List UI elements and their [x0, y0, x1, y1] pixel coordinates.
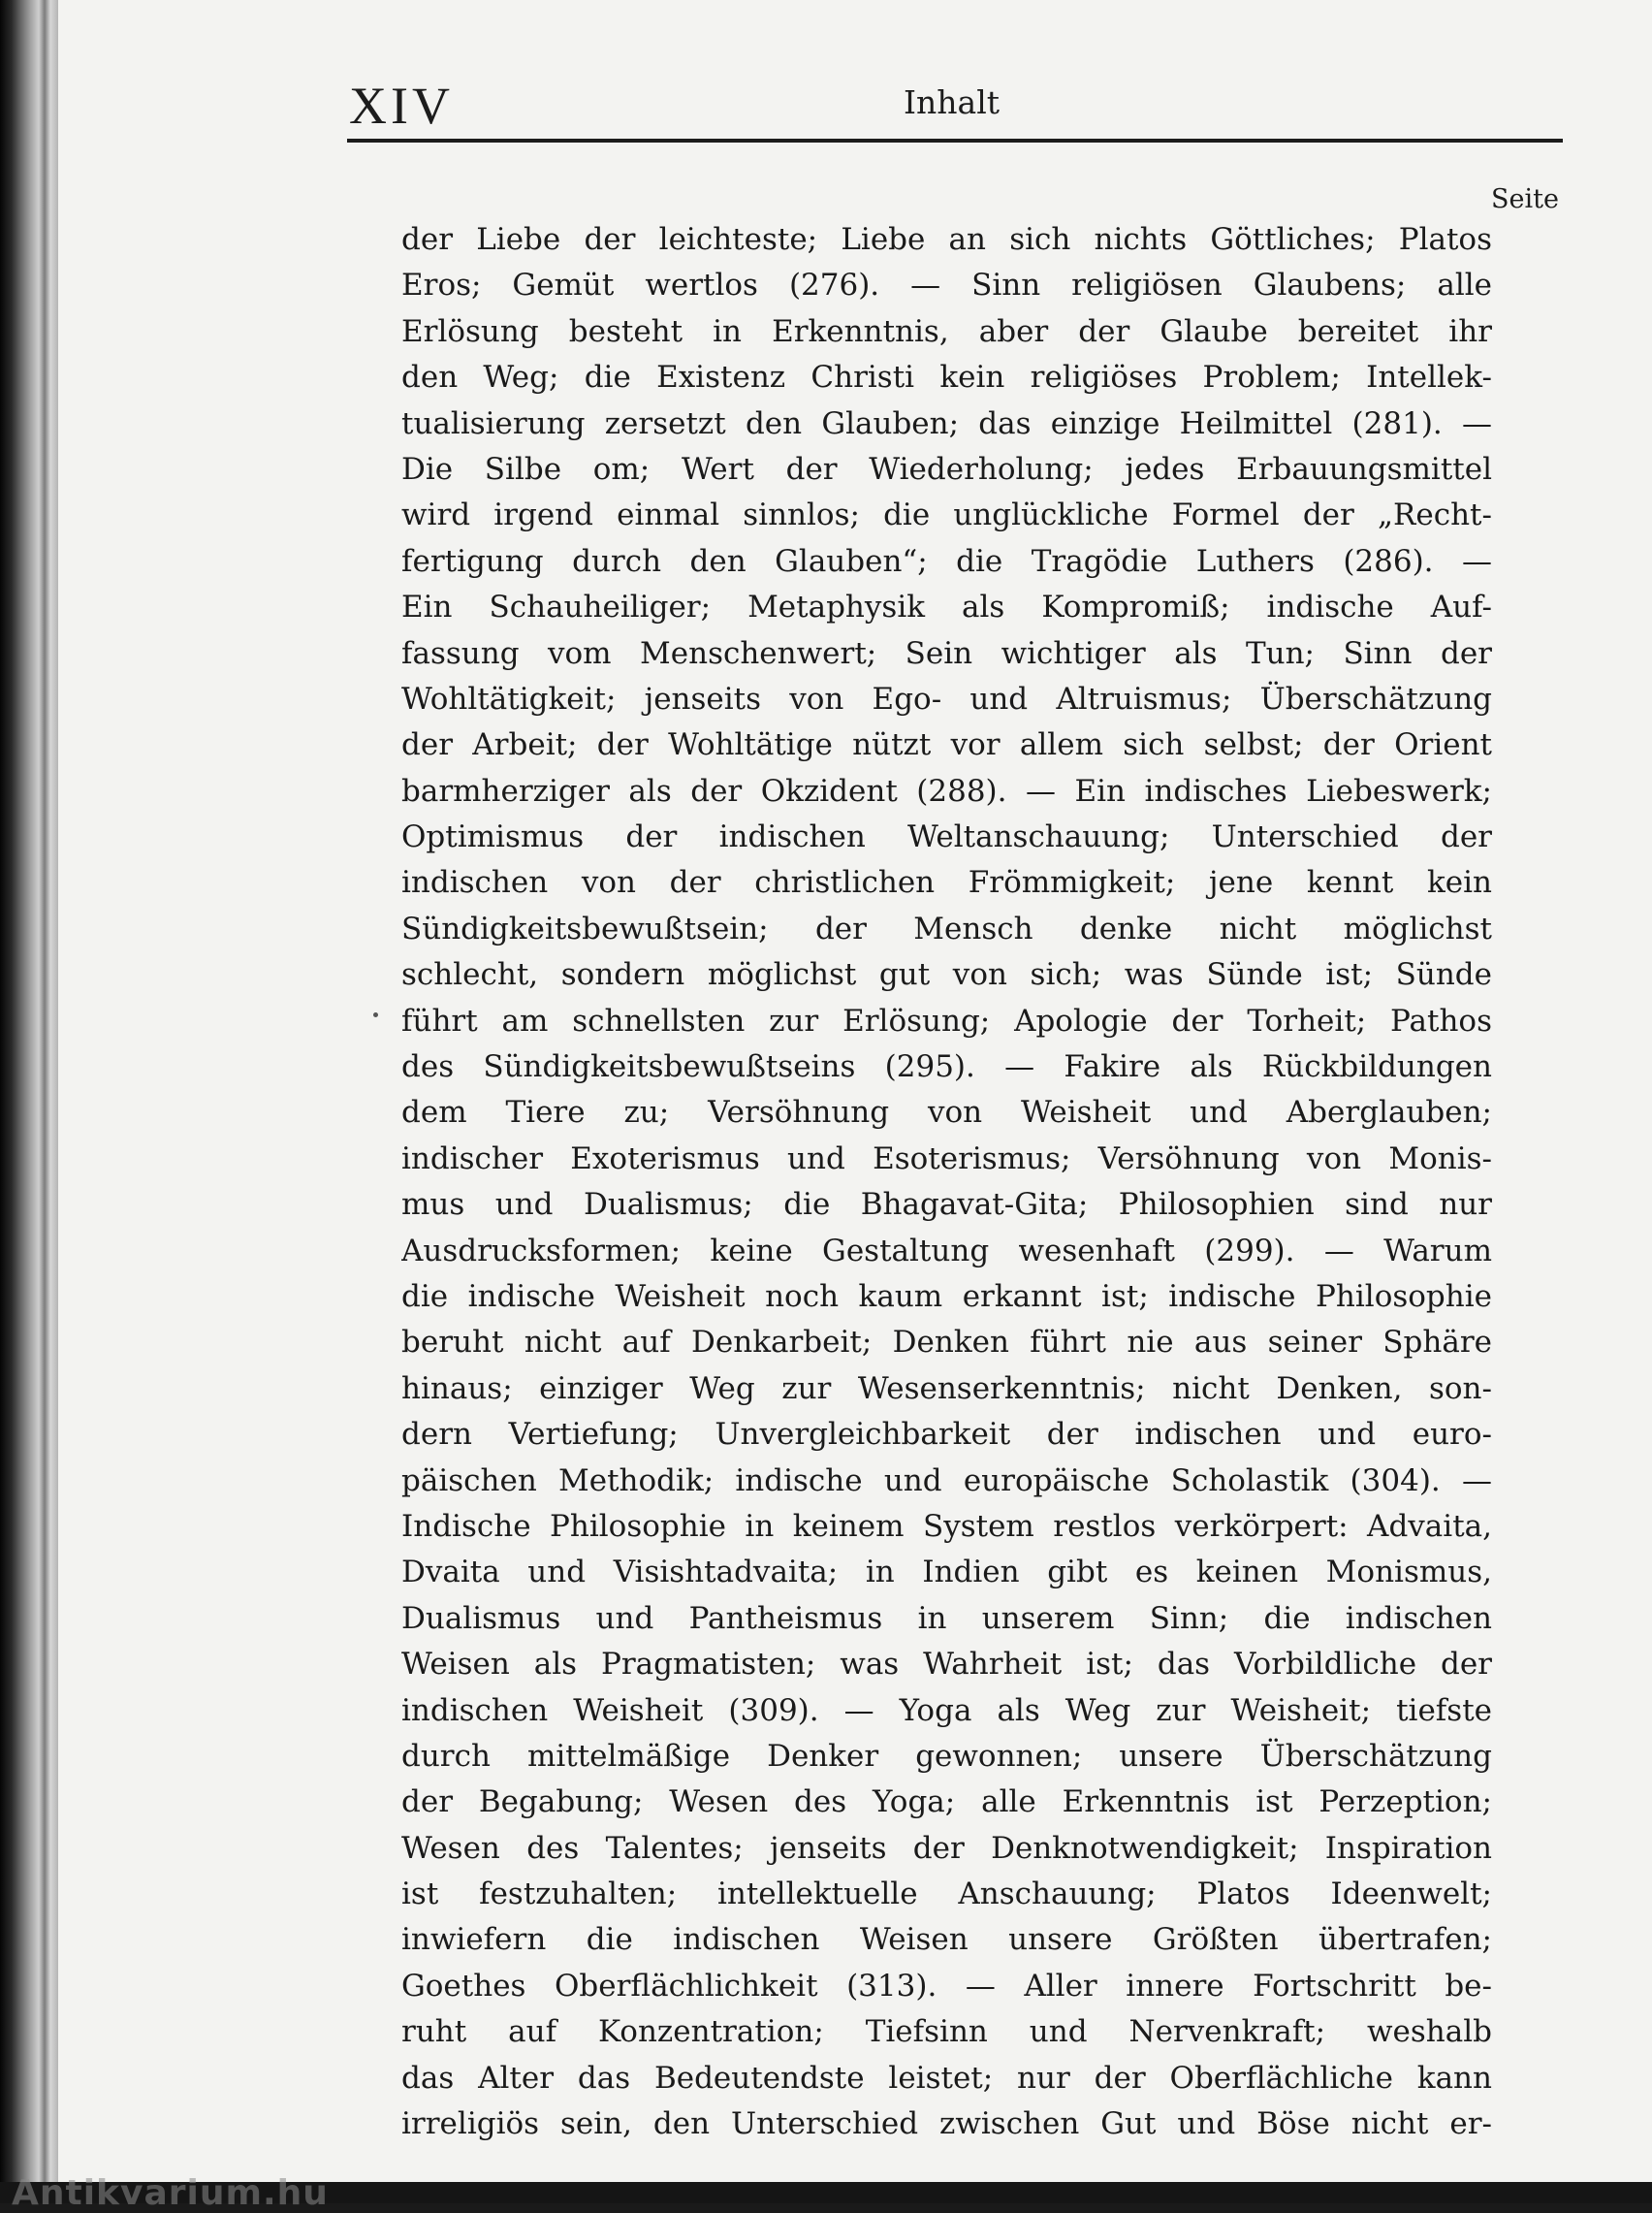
text-line: des Sündigkeitsbewußtseins (295). — Fakire als Rückbildungen — [401, 1049, 1492, 1085]
text-line: das Alter das Bedeutendste leistet; nur der Oberflächliche kann — [401, 2060, 1492, 2096]
text-line: irreligiös sein, den Unterschied zwischen Gut und Böse nicht er- — [401, 2106, 1492, 2142]
text-line: Wesen des Talentes; jenseits der Denknotwendigkeit; Inspiration — [401, 1830, 1492, 1866]
text-line: päischen Methodik; indische und europäische Scholastik (304). — — [401, 1462, 1492, 1498]
text-line: Dualismus und Pantheismus in unserem Sinn; die indischen — [401, 1600, 1492, 1636]
page-number: XIV — [349, 77, 454, 135]
text-line: dern Vertiefung; Unvergleichbarkeit der indischen und euro- — [401, 1417, 1492, 1453]
text-line: der Liebe der leichteste; Liebe an sich nichts Göttliches; Platos — [401, 222, 1492, 257]
text-line: tualisierung zersetzt den Glauben; das einzige Heilmittel (281). — — [401, 405, 1492, 441]
text-line: Eros; Gemüt wertlos (276). — Sinn religiösen Glaubens; alle — [401, 268, 1492, 304]
text-line: Ausdrucksformen; keine Gestaltung wesenhaft (299). — Warum — [401, 1233, 1492, 1268]
text-line: Indische Philosophie in keinem System restlos verkörpert: Advaita, — [401, 1508, 1492, 1544]
watermark: Antikvarium.hu — [12, 2173, 329, 2213]
text-line: mus und Dualismus; die Bhagavat-Gita; Philosophien sind nur — [401, 1187, 1492, 1223]
text-line: ruht auf Konzentration; Tiefsinn und Nervenkraft; weshalb — [401, 2014, 1492, 2050]
text-line: indischen Weisheit (309). — Yoga als Weg zur Weisheit; tiefste — [401, 1692, 1492, 1728]
text-line: Die Silbe om; Wert der Wiederholung; jedes Erbauungsmittel — [401, 451, 1492, 487]
paper-speck — [373, 1012, 378, 1017]
text-line: durch mittelmäßige Denker gewonnen; unsere Überschätzung — [401, 1738, 1492, 1774]
text-line: die indische Weisheit noch kaum erkannt ist; indische Philosophie — [401, 1278, 1492, 1314]
header-rule — [347, 139, 1563, 143]
text-line: fassung vom Menschenwert; Sein wichtiger als Tun; Sinn der — [401, 635, 1492, 671]
text-line: indischer Exoterismus und Esoterismus; Versöhnung von Monis- — [401, 1140, 1492, 1176]
text-line: der Begabung; Wesen des Yoga; alle Erkenntnis ist Perzeption; — [401, 1784, 1492, 1820]
text-line: hinaus; einziger Weg zur Wesenserkenntnis; nicht Denken, son- — [401, 1370, 1492, 1406]
text-line: barmherziger als der Okzident (288). — Ein indisches Liebeswerk; — [401, 773, 1492, 809]
text-line: ist festzuhalten; intellektuelle Anschauung; Platos Ideenwelt; — [401, 1876, 1492, 1912]
text-line: schlecht, sondern möglichst gut von sich; was Sünde ist; Sünde — [401, 957, 1492, 993]
page-column-label: Seite — [1491, 184, 1559, 214]
text-line: inwiefern die indischen Weisen unsere Größten übertrafen; — [401, 1922, 1492, 1958]
book-spine-edge — [0, 0, 58, 2203]
text-line: indischen von der christlichen Frömmigkeit; jene kennt kein — [401, 865, 1492, 901]
text-line: Dvaita und Visishtadvaita; in Indien gibt es keinen Monismus, — [401, 1555, 1492, 1590]
running-title: Inhalt — [904, 83, 1001, 121]
table-of-contents-text — [401, 217, 1492, 2147]
text-line: Sündigkeitsbewußtsein; der Mensch denke nicht möglichst — [401, 911, 1492, 946]
text-line: der Arbeit; der Wohltätige nützt vor allem sich selbst; der Orient — [401, 727, 1492, 763]
text-line: Weisen als Pragmatisten; was Wahrheit ist; das Vorbildliche der — [401, 1647, 1492, 1683]
text-line: dem Tiere zu; Versöhnung von Weisheit und Aberglauben; — [401, 1095, 1492, 1131]
text-line: Optimismus der indischen Weltanschauung; Unterschied der — [401, 819, 1492, 855]
text-line: wird irgend einmal sinnlos; die unglückliche Formel der „Recht- — [401, 497, 1492, 533]
text-line: den Weg; die Existenz Christi kein religiöses Problem; Intellek- — [401, 360, 1492, 396]
text-line: Erlösung besteht in Erkenntnis, aber der Glaube bereitet ihr — [401, 313, 1492, 349]
text-line: Ein Schauheiliger; Metaphysik als Kompromiß; indische Auf- — [401, 590, 1492, 625]
text-line: führt am schnellsten zur Erlösung; Apologie der Torheit; Pathos — [401, 1003, 1492, 1039]
text-line: beruht nicht auf Denkarbeit; Denken führt nie aus seiner Sphäre — [401, 1325, 1492, 1361]
text-line: Goethes Oberflächlichkeit (313). — Aller innere Fortschritt be- — [401, 1968, 1492, 2004]
text-line: fertigung durch den Glauben“; die Tragödie Luthers (286). — — [401, 543, 1492, 579]
text-line: Wohltätigkeit; jenseits von Ego- und Altruismus; Überschätzung — [401, 681, 1492, 717]
